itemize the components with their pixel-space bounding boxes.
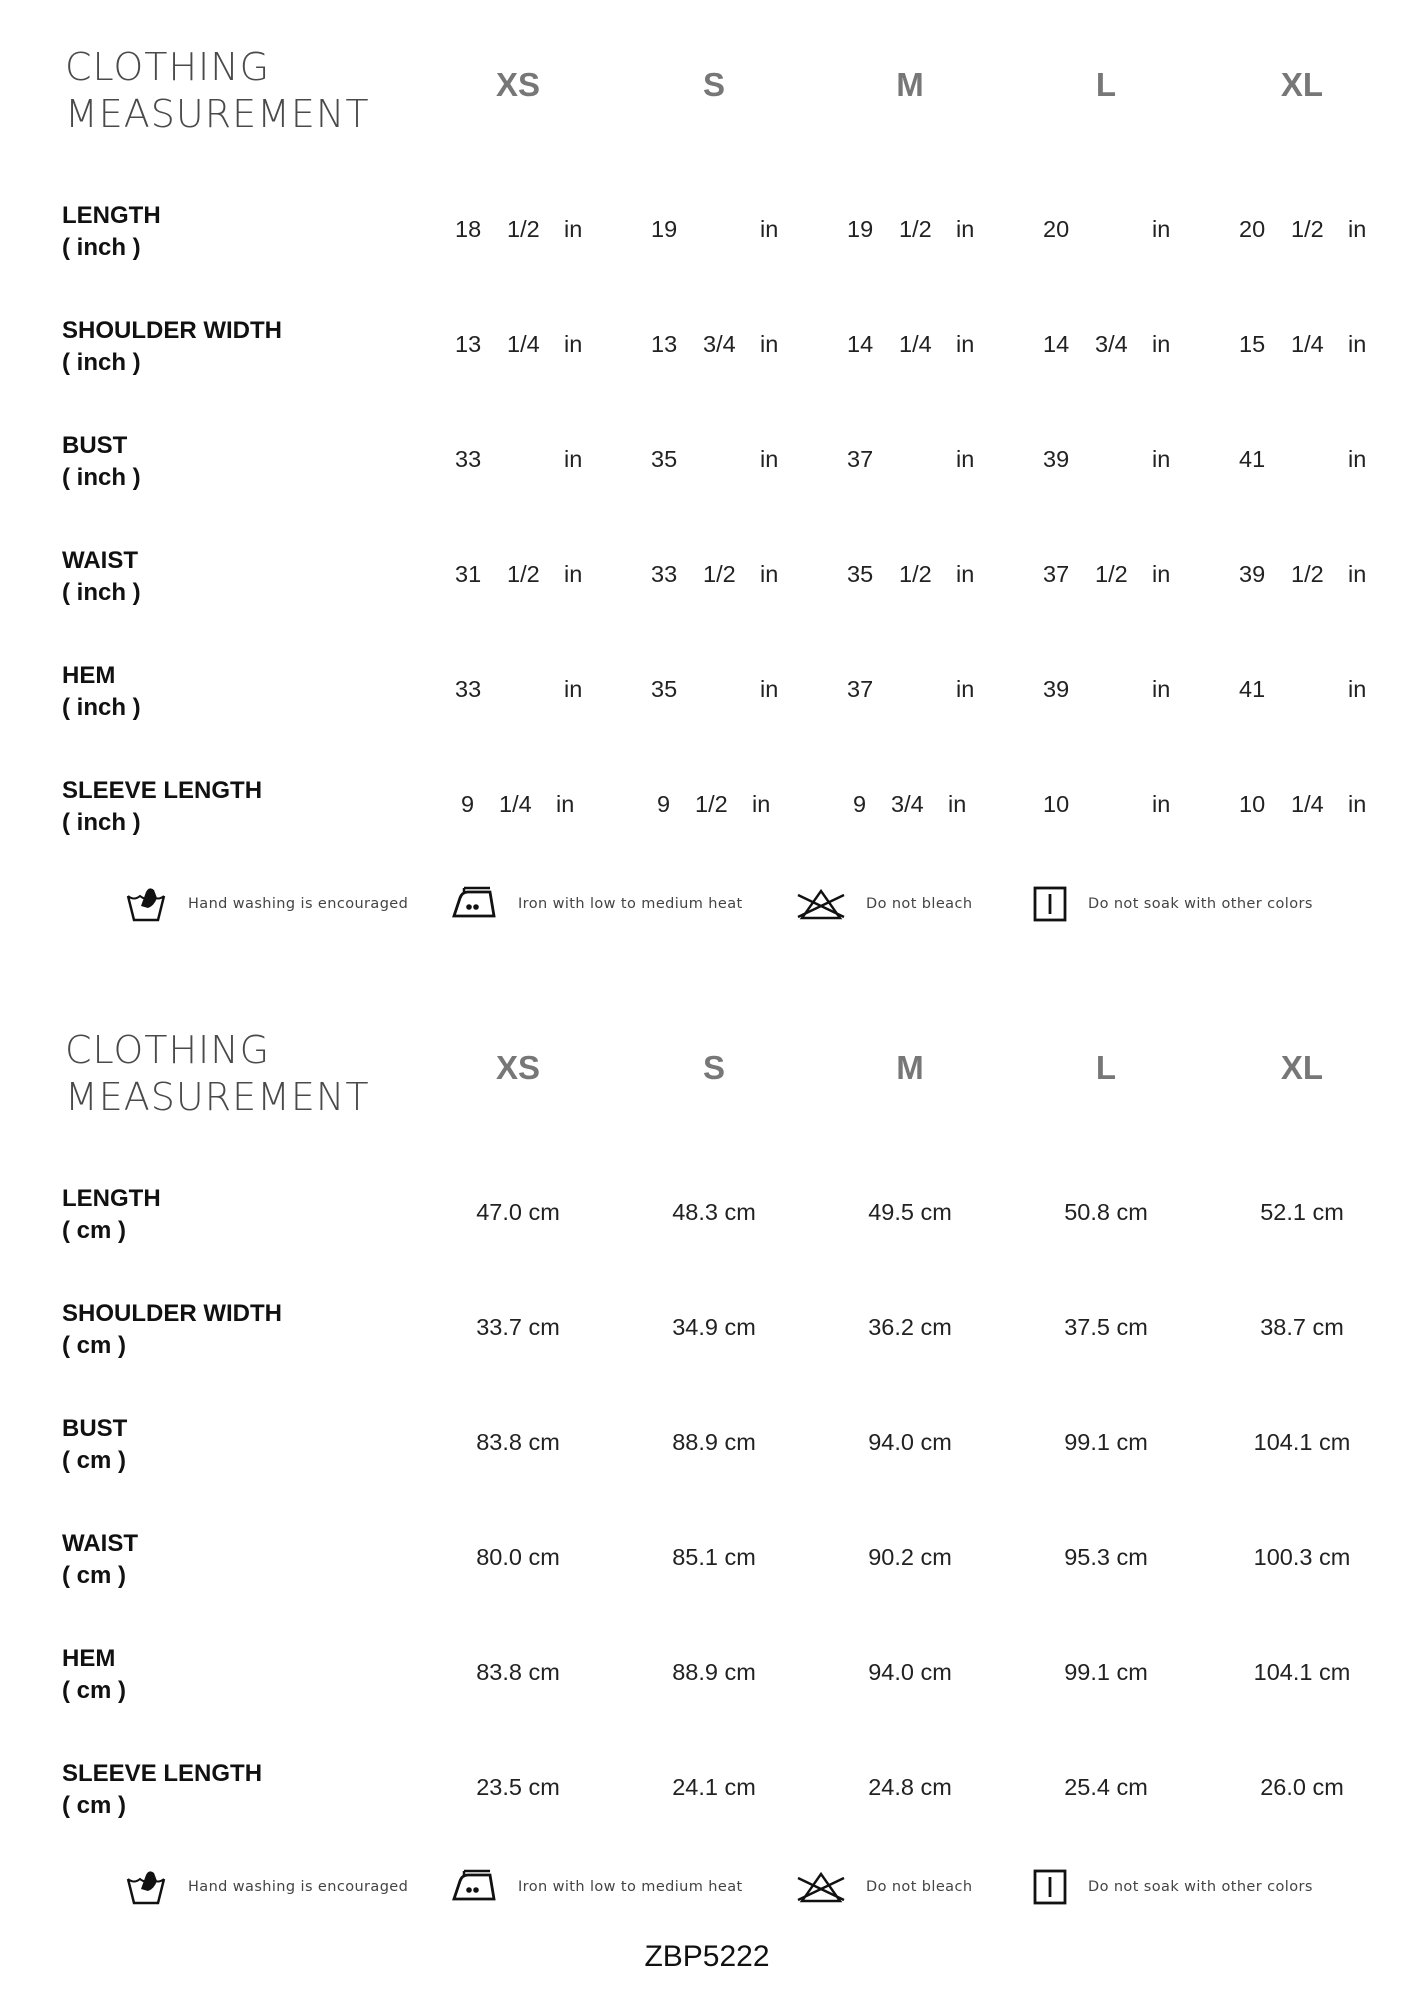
- row-label: [62, 1758, 262, 1822]
- value-whole: 9: [657, 791, 671, 817]
- row-label: [62, 200, 161, 264]
- measurement-name: SHOULDER WIDTH: [62, 317, 282, 344]
- value-unit: in: [948, 791, 967, 817]
- size-header-xl: XL: [1280, 1049, 1324, 1086]
- value-unit: in: [956, 216, 975, 242]
- value-cell: 52.1 cm: [1260, 1199, 1344, 1225]
- care-item: [452, 1862, 743, 1912]
- value-whole: 9: [853, 791, 867, 817]
- value-whole: 33: [455, 676, 482, 702]
- section-title: [65, 1027, 370, 1121]
- value-whole: 35: [651, 676, 678, 702]
- care-instructions: [0, 879, 1414, 929]
- value-whole: 31: [455, 561, 482, 587]
- value-cell: 99.1 cm: [1064, 1429, 1148, 1455]
- value-cell: 85.1 cm: [672, 1544, 756, 1570]
- row-label: [62, 430, 141, 494]
- value-cell: 94.0 cm: [868, 1659, 952, 1685]
- value-unit: in: [1348, 791, 1367, 817]
- value-cell: 83.8 cm: [476, 1659, 560, 1685]
- size-header-xs: XS: [495, 1049, 541, 1086]
- measurement-unit: ( cm ): [62, 1677, 127, 1704]
- measurement-name: SLEEVE LENGTH: [62, 777, 263, 804]
- value-whole: 14: [1043, 331, 1070, 357]
- value-cell: 50.8 cm: [1064, 1199, 1148, 1225]
- value-cell: 34.9 cm: [672, 1314, 756, 1340]
- value-cell: 36.2 cm: [868, 1314, 952, 1340]
- value-fraction: 1/2: [703, 561, 736, 587]
- size-header-m: M: [896, 1049, 924, 1086]
- value-whole: 39: [1239, 561, 1266, 587]
- value-cell: 47.0 cm: [476, 1199, 560, 1225]
- section-title: [65, 44, 370, 138]
- value-cell: 94.0 cm: [868, 1429, 952, 1455]
- value-fraction: 3/4: [703, 331, 736, 357]
- title-line-1: CLOTHING: [65, 1028, 271, 1072]
- value-fraction: 1/2: [899, 561, 932, 587]
- value-cell: 33.7 cm: [476, 1314, 560, 1340]
- value-whole: 14: [847, 331, 874, 357]
- value-whole: 13: [455, 331, 482, 357]
- measurement-name: LENGTH: [62, 1185, 161, 1212]
- value-whole: 39: [1043, 676, 1070, 702]
- value-whole: 13: [651, 331, 678, 357]
- row-label: [62, 775, 262, 839]
- title-line-2: MEASUREMENT: [65, 92, 370, 136]
- value-cell: 24.8 cm: [868, 1774, 952, 1800]
- value-cell: 88.9 cm: [672, 1659, 756, 1685]
- care-text: Do not bleach: [866, 1879, 973, 1895]
- measurement-unit: ( inch ): [62, 809, 141, 836]
- value-fraction: 3/4: [891, 791, 924, 817]
- size-header-xs: XS: [495, 66, 541, 103]
- value-whole: 35: [651, 446, 678, 472]
- care-text: Do not soak with other colors: [1088, 1879, 1313, 1895]
- measurement-unit: ( inch ): [62, 349, 141, 376]
- hand-wash-icon: [124, 884, 168, 924]
- value-cell: 90.2 cm: [868, 1544, 952, 1570]
- row-label: [62, 545, 141, 609]
- value-cell: 24.1 cm: [672, 1774, 756, 1800]
- value-fraction: 1/4: [899, 331, 932, 357]
- care-item: [124, 1862, 408, 1912]
- value-unit: in: [1348, 331, 1367, 357]
- value-whole: 41: [1239, 676, 1266, 702]
- value-unit: in: [956, 331, 975, 357]
- value-unit: in: [1152, 446, 1171, 472]
- value-unit: in: [1152, 331, 1171, 357]
- value-unit: in: [1152, 561, 1171, 587]
- iron-low-medium-heat-icon: [452, 1869, 498, 1905]
- value-whole: 19: [847, 216, 874, 242]
- value-unit: in: [556, 791, 575, 817]
- value-cell: 95.3 cm: [1064, 1544, 1148, 1570]
- row-label: [62, 1413, 127, 1477]
- value-unit: in: [1152, 791, 1171, 817]
- value-cell: 80.0 cm: [476, 1544, 560, 1570]
- value-whole: 15: [1239, 331, 1266, 357]
- value-fraction: 1/2: [695, 791, 728, 817]
- care-item: [452, 879, 743, 929]
- do-not-bleach-icon: [796, 887, 846, 921]
- value-unit: in: [564, 561, 583, 587]
- value-cell: 49.5 cm: [868, 1199, 952, 1225]
- value-whole: 20: [1239, 216, 1266, 242]
- value-fraction: 1/2: [899, 216, 932, 242]
- measurement-unit: ( inch ): [62, 464, 141, 491]
- value-fraction: 1/2: [1291, 561, 1324, 587]
- value-whole: 37: [847, 446, 874, 472]
- measurement-name: BUST: [62, 432, 128, 459]
- value-unit: in: [760, 446, 779, 472]
- row-label: [62, 315, 282, 379]
- value-unit: in: [564, 216, 583, 242]
- row-label: [62, 1298, 282, 1362]
- value-whole: 33: [651, 561, 678, 587]
- measurement-name: WAIST: [62, 547, 138, 574]
- value-fraction: 1/2: [1291, 216, 1324, 242]
- value-unit: in: [956, 676, 975, 702]
- value-cell: 23.5 cm: [476, 1774, 560, 1800]
- care-item: [796, 879, 972, 929]
- value-cell: 88.9 cm: [672, 1429, 756, 1455]
- measurement-name: HEM: [62, 662, 116, 689]
- value-unit: in: [1348, 216, 1367, 242]
- value-cell: 100.3 cm: [1253, 1544, 1351, 1570]
- value-whole: 37: [847, 676, 874, 702]
- value-unit: in: [760, 676, 779, 702]
- care-text: Hand washing is encouraged: [188, 1879, 409, 1895]
- value-unit: in: [1348, 676, 1367, 702]
- value-cell: 38.7 cm: [1260, 1314, 1344, 1340]
- value-fraction: 3/4: [1095, 331, 1128, 357]
- care-instructions: [0, 1862, 1414, 1912]
- value-fraction: 1/4: [499, 791, 532, 817]
- value-whole: 35: [847, 561, 874, 587]
- measurement-name: SHOULDER WIDTH: [62, 1300, 282, 1327]
- value-unit: in: [1152, 216, 1171, 242]
- value-unit: in: [752, 791, 771, 817]
- value-whole: 10: [1043, 791, 1070, 817]
- measurement-name: BUST: [62, 1415, 128, 1442]
- title-line-1: CLOTHING: [65, 45, 271, 89]
- value-unit: in: [956, 561, 975, 587]
- do-not-soak-icon: [1032, 1868, 1068, 1906]
- value-cell: 99.1 cm: [1064, 1659, 1148, 1685]
- row-label: [62, 1528, 138, 1592]
- measurement-name: LENGTH: [62, 202, 161, 229]
- value-cell: 26.0 cm: [1260, 1774, 1344, 1800]
- value-fraction: 1/2: [507, 216, 540, 242]
- measurement-unit: ( cm ): [62, 1217, 127, 1244]
- title-line-2: MEASUREMENT: [65, 1075, 370, 1119]
- do-not-soak-icon: [1032, 885, 1068, 923]
- measurement-unit: ( cm ): [62, 1792, 127, 1819]
- product-code: ZBP5222: [644, 1940, 770, 1973]
- care-item: [124, 879, 408, 929]
- measurement-name: HEM: [62, 1645, 116, 1672]
- size-header-s: S: [702, 1049, 725, 1086]
- do-not-bleach-icon: [796, 1870, 846, 1904]
- value-unit: in: [564, 446, 583, 472]
- row-label: [62, 1643, 126, 1707]
- care-text: Do not bleach: [866, 896, 973, 912]
- care-text: Iron with low to medium heat: [518, 896, 743, 912]
- value-fraction: 1/4: [1291, 331, 1324, 357]
- size-header-s: S: [702, 66, 725, 103]
- care-item: [1032, 1862, 1313, 1912]
- care-item: [796, 1862, 972, 1912]
- value-unit: in: [760, 561, 779, 587]
- size-header-m: M: [896, 66, 924, 103]
- value-fraction: 1/2: [1095, 561, 1128, 587]
- value-unit: in: [1152, 676, 1171, 702]
- size-header-xl: XL: [1280, 66, 1324, 103]
- care-text: Do not soak with other colors: [1088, 896, 1313, 912]
- care-item: [1032, 879, 1313, 929]
- value-cell: 104.1 cm: [1253, 1429, 1351, 1455]
- size-header-l: L: [1095, 66, 1117, 103]
- value-whole: 20: [1043, 216, 1070, 242]
- measurement-name: SLEEVE LENGTH: [62, 1760, 263, 1787]
- size-header-l: L: [1095, 1049, 1117, 1086]
- measurement-unit: ( inch ): [62, 694, 141, 721]
- value-whole: 9: [461, 791, 475, 817]
- value-whole: 10: [1239, 791, 1266, 817]
- value-whole: 19: [651, 216, 678, 242]
- value-cell: 104.1 cm: [1253, 1659, 1351, 1685]
- value-cell: 37.5 cm: [1064, 1314, 1148, 1340]
- value-cell: 48.3 cm: [672, 1199, 756, 1225]
- row-label: [62, 660, 141, 724]
- value-unit: in: [564, 676, 583, 702]
- care-text: Hand washing is encouraged: [188, 896, 409, 912]
- value-whole: 37: [1043, 561, 1070, 587]
- measurement-name: WAIST: [62, 1530, 138, 1557]
- value-fraction: 1/4: [507, 331, 540, 357]
- measurement-unit: ( inch ): [62, 579, 141, 606]
- value-unit: in: [1348, 446, 1367, 472]
- value-whole: 39: [1043, 446, 1070, 472]
- value-cell: 25.4 cm: [1064, 1774, 1148, 1800]
- row-label: [62, 1183, 161, 1247]
- iron-low-medium-heat-icon: [452, 886, 498, 922]
- value-unit: in: [760, 216, 779, 242]
- value-unit: in: [1348, 561, 1367, 587]
- value-unit: in: [564, 331, 583, 357]
- measurement-unit: ( cm ): [62, 1562, 127, 1589]
- measurement-unit: ( cm ): [62, 1332, 127, 1359]
- measurement-unit: ( cm ): [62, 1447, 127, 1474]
- value-fraction: 1/4: [1291, 791, 1324, 817]
- value-fraction: 1/2: [507, 561, 540, 587]
- value-whole: 18: [455, 216, 482, 242]
- hand-wash-icon: [124, 1867, 168, 1907]
- value-whole: 33: [455, 446, 482, 472]
- value-cell: 83.8 cm: [476, 1429, 560, 1455]
- value-whole: 41: [1239, 446, 1266, 472]
- value-unit: in: [760, 331, 779, 357]
- measurement-unit: ( inch ): [62, 234, 141, 261]
- value-unit: in: [956, 446, 975, 472]
- care-text: Iron with low to medium heat: [518, 1879, 743, 1895]
